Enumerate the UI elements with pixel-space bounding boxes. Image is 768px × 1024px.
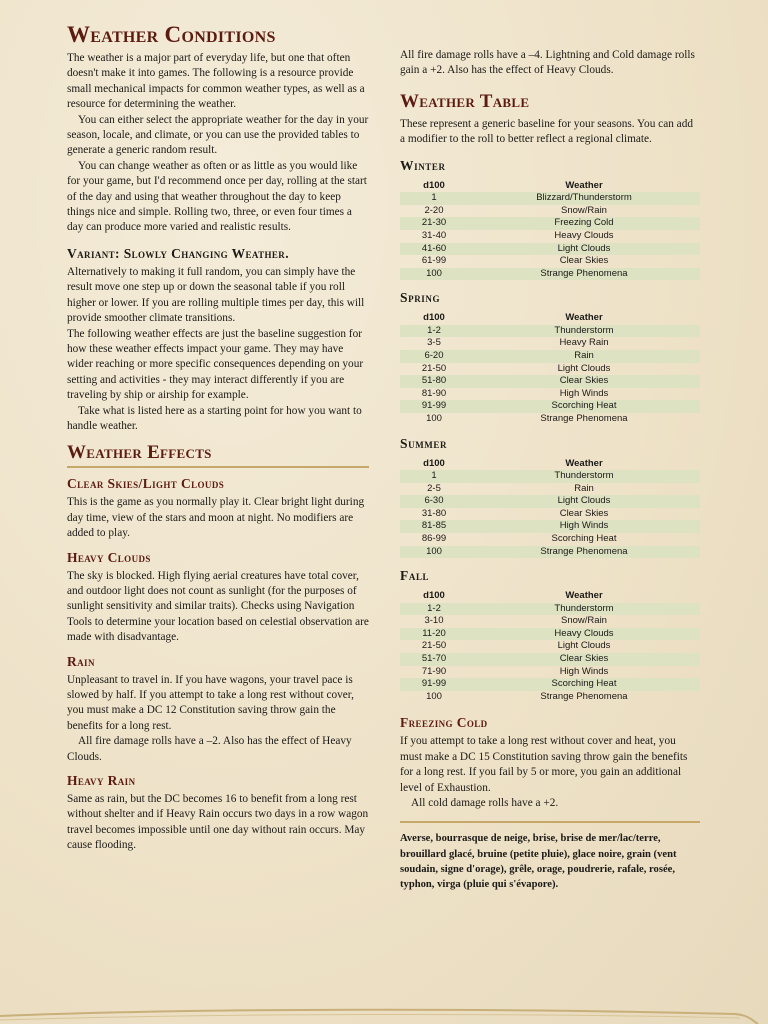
roll-cell: 100 — [426, 412, 442, 424]
weather-cell: Light Clouds — [468, 243, 700, 256]
table-row — [400, 217, 700, 230]
table-row — [400, 495, 700, 508]
weather-cell: Light Clouds — [557, 640, 611, 652]
weather-cell: Scorching Heat — [468, 400, 700, 413]
roll-cell: 3-10 — [424, 615, 444, 627]
weather-cell: Light Clouds — [468, 495, 700, 508]
variant-paragraph: The following weather effects are just the baseline suggestion for how these weather effects impact your game. They may have wider reaching or more specific consequences depending on your setting and activities - they may interact differently if you are traveling by ship or airship for example. — [67, 327, 364, 402]
roll-cell: 11-20 — [400, 628, 468, 641]
roll-cell: 21-30 — [400, 217, 468, 230]
heavy-rain-heading: Heavy Rain — [67, 773, 136, 789]
table-row — [400, 615, 700, 628]
table-row — [400, 653, 700, 666]
roll-cell: 100 — [400, 268, 468, 281]
weather-cell: Clear Skies — [468, 375, 700, 388]
weather-vocabulary-note: Averse, bourrasque de neige, brise, brise de mer/lac/terre, brouillard glacé, bruine (petite pluie), glace noire, grain (vent soudain, signe d'orage), grêle, orage, poudrerie, rafale, rosée, typhon, virga (pluie qui s'évapore). — [400, 821, 700, 892]
weather-cell: High Winds — [559, 665, 609, 677]
table-row — [400, 483, 700, 496]
weather-cell: Heavy Rain — [559, 337, 609, 349]
table-row — [400, 413, 700, 426]
roll-cell: 41-60 — [400, 243, 468, 256]
table-row — [400, 255, 700, 268]
heavy-clouds-paragraph: The sky is blocked. High flying aerial creatures have total cover, and outdoor light does not count as sunlight (for the purposes of sunlight sensitivity and similar traits). Checks using Navigation Tools to determine your location based on celestial observation are made with disadvantage. — [67, 569, 369, 644]
roll-cell: 81-85 — [400, 520, 468, 533]
roll-cell: 71-90 — [421, 665, 447, 677]
left-column — [67, 22, 369, 854]
weather-cell: Strange Phenomena — [540, 690, 628, 702]
table-row — [400, 508, 700, 521]
weather-cell: High Winds — [559, 387, 609, 399]
roll-cell: 1 — [400, 470, 468, 483]
weather-cell: Snow/Rain — [561, 204, 607, 216]
column-header-roll: d100 — [423, 590, 445, 602]
heavy-clouds-heading: Heavy Clouds — [67, 549, 151, 565]
weather-cell: Heavy Clouds — [468, 628, 700, 641]
column-header-weather: Weather — [565, 179, 603, 191]
roll-cell: 51-80 — [400, 375, 468, 388]
freezing-cold-paragraph: If you attempt to take a long rest without cover and heat, you must make a DC 15 Constitution saving throw gain the benefits for a long rest. If you fail by 5 or more, you gain an additional level of Exhaustion. — [400, 735, 688, 794]
season-heading-spring: Spring — [400, 290, 441, 306]
column-header-weather: Weather — [565, 590, 603, 602]
weather-cell: Strange Phenomena — [540, 412, 628, 424]
season-table-summer — [400, 458, 700, 559]
intro-paragraph: The weather is a major part of everyday life, but one that often doesn't make it into games. The following is a resource provide small mechanical impacts for common weather types, as well as a resource for determining the weather. — [67, 52, 365, 111]
table-row — [400, 350, 700, 363]
season-heading-winter: Winter — [400, 157, 446, 173]
roll-cell: 31-80 — [421, 507, 447, 519]
variant-heading: Variant: Slowly Changing Weather. — [67, 245, 289, 261]
season-table-fall — [400, 590, 700, 703]
weather-cell: Clear Skies — [468, 653, 700, 666]
table-row — [400, 205, 700, 218]
season-table-winter — [400, 180, 700, 281]
weather-table-heading: Weather Table — [400, 90, 530, 112]
freezing-cold-heading: Freezing Cold — [400, 715, 488, 731]
weather-cell: Rain — [574, 482, 594, 494]
table-row — [400, 363, 700, 376]
weather-cell: Light Clouds — [557, 362, 611, 374]
roll-cell: 51-70 — [400, 653, 468, 666]
table-row — [400, 400, 700, 413]
intro-paragraph: You can change weather as often or as little as you would like for your game, but I'd recommend once per day, rolling at the start of the day and using that weather throughout the day to keep things nice and simple. Rolling two, three, or even four times a day can produce more varied and realistic results. — [67, 159, 367, 234]
table-row — [400, 337, 700, 350]
heavy-rain-paragraph: Same as rain, but the DC becomes 16 to benefit from a long rest without shelter and if Heavy Rain occurs two days in a row wagon travel becomes impossible until one day without rain occurs. May cause flooding. — [67, 793, 369, 852]
table-row — [400, 325, 700, 338]
season-heading-summer: Summer — [400, 435, 448, 451]
rain-paragraph: All fire damage rolls have a –2. Also has the effect of Heavy Clouds. — [67, 735, 352, 763]
column-header-weather: Weather — [565, 312, 603, 324]
variant-paragraph: Take what is listed here as a starting point for how you want to handle weather. — [67, 404, 362, 432]
weather-cell: Thunderstorm — [468, 470, 700, 483]
roll-cell: 1-2 — [400, 325, 468, 338]
weather-cell: Clear Skies — [559, 255, 609, 267]
table-row — [400, 666, 700, 679]
weather-cell: Thunderstorm — [468, 325, 700, 338]
weather-effects-heading: Weather Effects — [67, 442, 369, 468]
weather-cell: Heavy Clouds — [554, 229, 614, 241]
footer-ornament — [0, 994, 768, 1024]
column-header-roll: d100 — [423, 457, 445, 469]
roll-cell: 6-30 — [400, 495, 468, 508]
rain-heading: Rain — [67, 653, 95, 669]
season-table-spring — [400, 312, 700, 425]
weather-cell: Scorching Heat — [468, 678, 700, 691]
season-heading-fall: Fall — [400, 568, 430, 584]
season-tables — [400, 158, 700, 704]
roll-cell: 2-5 — [427, 482, 441, 494]
roll-cell: 81-90 — [421, 387, 447, 399]
weather-cell: Scorching Heat — [551, 533, 617, 544]
roll-cell: 100 — [426, 690, 442, 702]
intro-paragraph: You can either select the appropriate weather for the day in your season, locale, and climate, or you can use the provided tables to generate a generic random result. — [67, 113, 369, 157]
roll-cell: 86-99 — [421, 533, 447, 544]
weather-table-intro: These represent a generic baseline for your seasons. You can add a modifier to the roll to better reflect a regional climate. — [400, 117, 693, 146]
weather-cell: Blizzard/Thunderstorm — [468, 192, 700, 205]
clear-skies-heading: Clear Skies/Light Clouds — [67, 476, 225, 492]
table-row — [400, 520, 700, 533]
weather-cell: Rain — [468, 350, 700, 363]
roll-cell: 6-20 — [400, 350, 468, 363]
table-row — [400, 470, 700, 483]
roll-cell: 1-2 — [400, 603, 468, 616]
weather-cell: Freezing Cold — [468, 217, 700, 230]
right-column — [400, 48, 700, 892]
roll-cell: 3-5 — [427, 337, 441, 349]
table-row — [400, 268, 700, 281]
table-row — [400, 230, 700, 243]
table-row — [400, 691, 700, 704]
table-row — [400, 533, 700, 546]
weather-cell: Snow/Rain — [561, 615, 607, 627]
column-header-roll: d100 — [423, 312, 445, 324]
freezing-cold-paragraph: All cold damage rolls have a +2. — [411, 797, 559, 810]
roll-cell: 91-99 — [400, 678, 468, 691]
table-row — [400, 192, 700, 205]
column-header-weather: Weather — [565, 457, 603, 469]
table-row — [400, 640, 700, 653]
heavy-rain-continued: All fire damage rolls have a –4. Lightning and Cold damage rolls gain a +2. Also has the effect of Heavy Clouds. — [400, 49, 695, 77]
weather-cell: High Winds — [468, 520, 700, 533]
page-title: Weather Conditions — [67, 22, 276, 47]
rain-paragraph: Unpleasant to travel in. If you have wagons, your travel pace is slowed by half. If you attempt to take a long rest without cover, you must make a DC 12 Constitution saving throw gain the benefits for a long rest. — [67, 673, 354, 732]
column-header-roll: d100 — [423, 179, 445, 191]
weather-cell: Strange Phenomena — [468, 546, 700, 559]
table-row — [400, 603, 700, 616]
table-row — [400, 628, 700, 641]
roll-cell: 21-50 — [421, 362, 447, 374]
table-row — [400, 678, 700, 691]
roll-cell: 1 — [400, 192, 468, 205]
roll-cell: 61-99 — [421, 255, 447, 267]
table-row — [400, 546, 700, 559]
table-row — [400, 375, 700, 388]
weather-cell: Clear Skies — [559, 507, 609, 519]
roll-cell: 21-50 — [421, 640, 447, 652]
clear-skies-paragraph: This is the game as you normally play it. Clear bright light during day time, view of the stars and moon at night. No modifiers are added to play. — [67, 496, 365, 540]
table-row — [400, 388, 700, 401]
variant-paragraph: Alternatively to making it full random, you can simply have the result move one step up or down the seasonal table if you roll higher or lower. If you are rolling multiple times per day, this will provide smoother climate transitions. — [67, 265, 365, 325]
weather-cell: Thunderstorm — [468, 603, 700, 616]
roll-cell: 100 — [400, 546, 468, 559]
roll-cell: 2-20 — [424, 204, 444, 216]
table-row — [400, 243, 700, 256]
weather-cell: Strange Phenomena — [468, 268, 700, 281]
roll-cell: 91-99 — [400, 400, 468, 413]
roll-cell: 31-40 — [421, 229, 447, 241]
